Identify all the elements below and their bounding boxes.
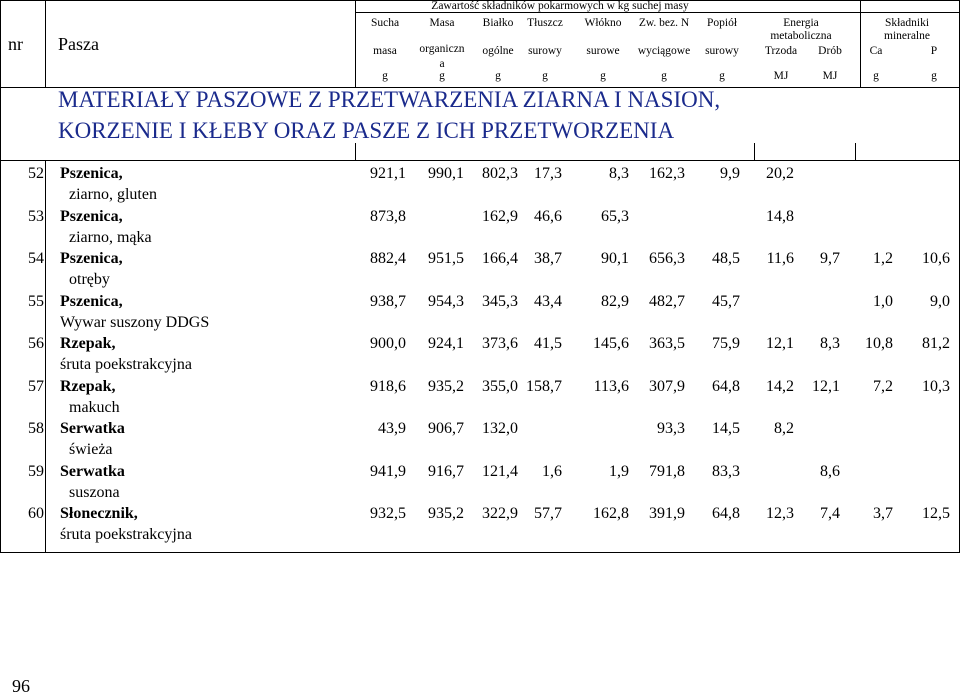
feed-subname: otręby [69,271,110,288]
value-cell: 158,7 [526,378,562,395]
header-unit-label: MJ [822,70,838,82]
header-mid-label: Drób [818,45,842,57]
value-cell: 14,5 [712,420,740,437]
row-number: 55 [28,293,44,310]
row-number: 52 [28,165,44,182]
value-cell: 82,9 [601,293,629,310]
value-cell: 355,0 [482,378,518,395]
value-cell: 8,3 [820,335,840,352]
value-cell: 11,6 [766,250,794,267]
feed-subname: makuch [69,399,120,416]
header-unit-label: g [661,70,667,82]
header-mid-label: ogólne [482,45,514,57]
feed-subname: śruta poekstrakcyjna [60,526,192,543]
value-cell: 14,8 [766,208,794,225]
header-unit-label: MJ [773,70,789,82]
value-cell: 8,3 [609,165,629,182]
value-cell: 121,4 [482,463,518,480]
value-cell: 7,4 [820,505,840,522]
feed-subname: świeża [69,441,113,458]
row-number: 56 [28,335,44,352]
value-cell: 9,9 [720,165,740,182]
value-cell: 1,0 [873,293,893,310]
feed-name: Rzepak, [60,335,116,352]
value-cell: 17,3 [534,165,562,182]
table-left-border [0,0,1,553]
value-cell: 791,8 [649,463,685,480]
value-cell: 918,6 [370,378,406,395]
section-title-line-1: MATERIAŁY PASZOWE Z PRZETWARZENIA ZIARNA I NASION, [58,87,721,112]
value-cell: 1,6 [542,463,562,480]
header-unit-label: g [495,70,501,82]
value-cell: 941,9 [370,463,406,480]
value-cell: 113,6 [593,378,629,395]
header-top-label: Masa [429,17,455,29]
value-cell: 48,5 [712,250,740,267]
value-cell: 12,3 [766,505,794,522]
value-cell: 12,5 [922,505,950,522]
value-cell: 10,3 [922,378,950,395]
header-mid-label: masa [373,45,397,57]
header-unit-label: g [719,70,725,82]
value-cell: 10,8 [865,335,893,352]
table-bottom-border [0,552,960,553]
value-cell: 38,7 [534,250,562,267]
value-cell: 1,9 [609,463,629,480]
value-cell: 373,6 [482,335,518,352]
feed-subname: Wywar suszony DDGS [60,314,210,331]
header-mid-label: organiczn [419,43,465,55]
value-cell: 46,6 [534,208,562,225]
value-cell: 900,0 [370,335,406,352]
feed-subname: suszona [69,484,120,501]
value-cell: 951,5 [428,250,464,267]
header-nr: nr [8,34,23,54]
header-mid-label: wyciągowe [637,45,691,57]
header-unit-label: g [542,70,548,82]
header-pasza: Pasza [58,34,99,54]
feed-subname: ziarno, gluten [69,186,157,203]
value-cell: 132,0 [482,420,518,437]
header-skladniki: Składniki [884,17,930,29]
value-cell: 916,7 [428,463,464,480]
value-cell: 162,8 [593,505,629,522]
feed-subname: śruta poekstrakcyjna [60,356,192,373]
value-cell: 935,2 [428,378,464,395]
section-divider [0,160,960,161]
value-cell: 81,2 [922,335,950,352]
value-cell: 873,8 [370,208,406,225]
value-cell: 20,2 [766,165,794,182]
value-cell: 7,2 [873,378,893,395]
header-top-label: Białko [482,17,514,29]
value-cell: 935,2 [428,505,464,522]
value-cell: 45,7 [712,293,740,310]
value-cell: 162,9 [482,208,518,225]
value-cell: 882,4 [370,250,406,267]
page-number: 96 [12,676,30,696]
header-mid-label: surowe [586,45,620,57]
value-cell: 75,9 [712,335,740,352]
feed-name: Pszenica, [60,165,123,182]
value-cell: 924,1 [428,335,464,352]
value-cell: 391,9 [649,505,685,522]
row-number: 53 [28,208,44,225]
header-mineralne: mineralne [884,30,930,42]
header-unit-label: g [600,70,606,82]
row-number: 59 [28,463,44,480]
value-cell: 656,3 [649,250,685,267]
tick-mark [754,143,755,161]
value-cell: 83,3 [712,463,740,480]
header-organiczna-cont: a [439,58,445,70]
value-cell: 990,1 [428,165,464,182]
value-cell: 8,6 [820,463,840,480]
value-cell: 1,2 [873,250,893,267]
header-top-label: Tłuszcz [527,17,563,29]
row-number: 60 [28,505,44,522]
header-mid-label: Ca [869,45,883,57]
header-mid-label: Trzoda [764,45,798,57]
header-top-label: Zw. bez. N [638,17,690,29]
row-number: 54 [28,250,44,267]
value-cell: 14,2 [766,378,794,395]
value-cell: 166,4 [482,250,518,267]
feed-name: Pszenica, [60,250,123,267]
tick-mark [355,143,356,161]
header-mid-label: P [930,45,938,57]
value-cell: 12,1 [766,335,794,352]
value-cell: 482,7 [649,293,685,310]
header-group-title: Zawartość składników pokarmowych w kg suchej masy [431,0,689,12]
section-title-line-2: KORZENIE I KŁEBY ORAZ PASZE Z ICH PRZETWORZENIA [58,118,675,143]
feed-name: Rzepak, [60,378,116,395]
value-cell: 802,3 [482,165,518,182]
header-energia: Energia [783,17,819,29]
header-top-label: Włókno [584,17,622,29]
feed-name: Serwatka [60,420,125,437]
value-cell: 145,6 [593,335,629,352]
value-cell: 921,1 [370,165,406,182]
value-cell: 43,9 [378,420,406,437]
header-metaboliczna: metaboliczna [770,30,832,42]
header-top-label: Popiół [706,17,738,29]
header-top-label: Sucha [370,17,400,29]
value-cell: 90,1 [601,250,629,267]
value-cell: 65,3 [601,208,629,225]
feed-name: Pszenica, [60,208,123,225]
value-cell: 322,9 [482,505,518,522]
row-number: 58 [28,420,44,437]
row-number: 57 [28,378,44,395]
value-cell: 12,1 [812,378,840,395]
value-cell: 41,5 [534,335,562,352]
feed-name: Pszenica, [60,293,123,310]
mineral-group-border [860,0,861,88]
header-unit-label: g [439,70,445,82]
feed-name: Słonecznik, [60,505,138,522]
value-cell: 64,8 [712,505,740,522]
value-cell: 9,0 [930,293,950,310]
value-cell: 932,5 [370,505,406,522]
value-cell: 64,8 [712,378,740,395]
value-cell: 93,3 [657,420,685,437]
header-unit-label: g [873,70,879,82]
nr-column-border [45,0,46,88]
header-unit-label: g [931,70,937,82]
value-cell: 43,4 [534,293,562,310]
value-cell: 938,7 [370,293,406,310]
header-mid-label: surowy [528,45,562,57]
feed-subname: ziarno, mąka [69,229,152,246]
value-cell: 9,7 [820,250,840,267]
value-cell: 307,9 [649,378,685,395]
value-cell: 363,5 [649,335,685,352]
value-cell: 8,2 [774,420,794,437]
value-cell: 345,3 [482,293,518,310]
value-cell: 954,3 [428,293,464,310]
value-cell: 906,7 [428,420,464,437]
header-unit-label: g [382,70,388,82]
value-cell: 10,6 [922,250,950,267]
header-mid-label: surowy [705,45,739,57]
value-cell: 57,7 [534,505,562,522]
feed-name: Serwatka [60,463,125,480]
value-cell: 162,3 [649,165,685,182]
value-cell: 3,7 [873,505,893,522]
tick-mark [855,143,856,161]
nr-column-border-body [45,160,46,553]
pasza-column-border [355,0,356,88]
